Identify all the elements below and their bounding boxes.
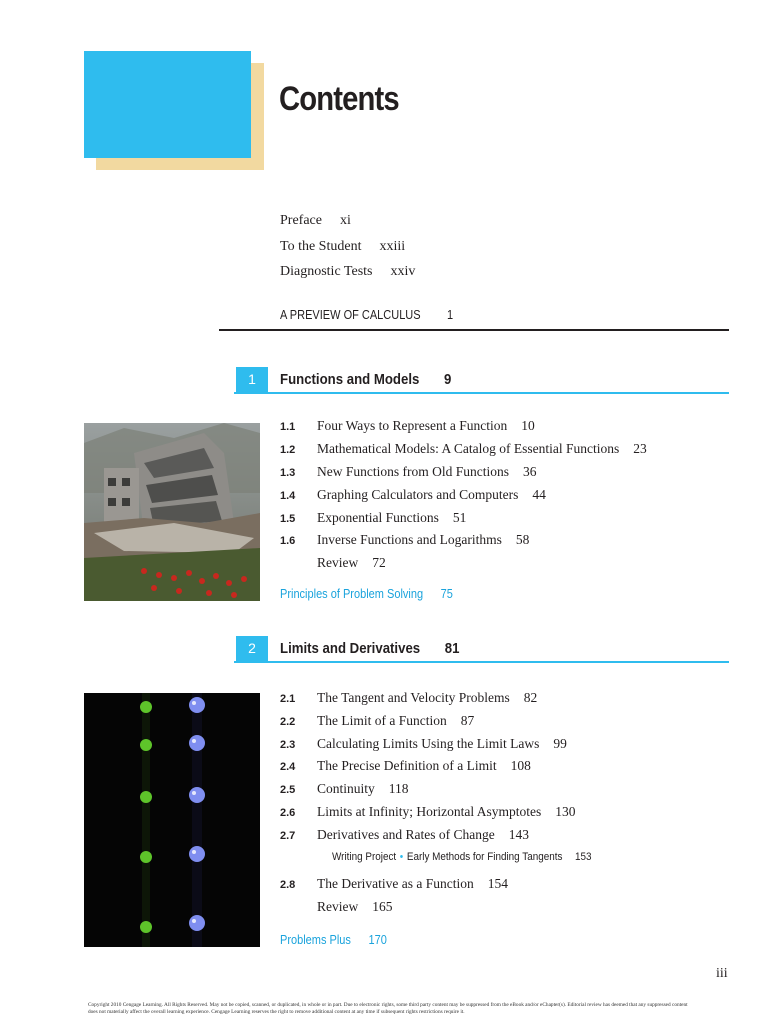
toc-entry-section[interactable]: 1.2 Mathematical Models: A Catalog of Essential Functions 23 [280,441,647,456]
chapter-divider [234,392,729,394]
chapter-1-heading[interactable]: Functions and Models 9 [280,371,452,388]
toc-entry-diagnostic-tests[interactable]: Diagnostic Tests xxiv [280,264,416,279]
toc-entry-section[interactable]: 2.5 Continuity 118 [280,781,409,796]
toc-entry-section[interactable]: 2.4 The Precise Definition of a Limit 108 [280,758,531,773]
toc-entry-review[interactable]: Review 72 [317,555,386,570]
toc-entry-section[interactable]: 2.3 Calculating Limits Using the Limit Laws 99 [280,736,567,751]
toc-entry-section[interactable]: 1.1 Four Ways to Represent a Function 10 [280,418,535,433]
toc-entry-section[interactable]: 1.3 New Functions from Old Functions 36 [280,464,537,479]
page-number: iii [716,966,728,981]
toc-entry-review[interactable]: Review 165 [317,899,393,914]
toc-entry-section[interactable]: 2.8 The Derivative as a Function 154 [280,876,508,891]
toc-entry-problems-plus[interactable]: Problems Plus 170 [280,933,387,947]
toc-entry-writing-project[interactable]: Writing Project • Early Methods for Finding Tangents 153 [332,851,592,863]
toc-entry-preface[interactable]: Preface xi [280,213,351,228]
chapter-number-badge: 1 [236,367,268,392]
collapsed-building-photo [84,423,260,601]
copyright-notice: Copyright 2010 Cengage Learning. All Rights Reserved. May not be copied, scanned, or duplicated, in whole or in part. Due to electronic rights, some third party content may be suppressed from the eBook and/or eChapter(s). Editorial review has deemed that any suppressed content does not materially affect the overall learning experience. Cengage Learning reserves the right to remove additional content at any time if subsequent rights restrictions require it. [88,1002,688,1015]
chapter-2-heading[interactable]: Limits and Derivatives 81 [280,640,460,657]
decorative-blue-block [84,51,251,158]
toc-entry-section[interactable]: 2.2 The Limit of a Function 87 [280,713,475,728]
chapter-number-badge: 2 [236,636,268,661]
chapter-divider [234,661,729,663]
toc-entry-preview[interactable]: A PREVIEW OF CALCULUS 1 [280,308,454,322]
toc-entry-section[interactable]: 2.6 Limits at Infinity; Horizontal Asymptotes 130 [280,804,576,819]
toc-entry-section[interactable]: 2.1 The Tangent and Velocity Problems 82 [280,690,538,705]
toc-entry-section[interactable]: 2.7 Derivatives and Rates of Change 143 [280,827,529,842]
divider [219,329,729,331]
page-title: Contents [279,80,399,118]
toc-entry-to-the-student[interactable]: To the Student xxiii [280,239,406,254]
falling-balls-photo [84,693,260,947]
toc-entry-section[interactable]: 1.4 Graphing Calculators and Computers 44 [280,487,546,502]
toc-entry-problem-solving[interactable]: Principles of Problem Solving 75 [280,587,453,601]
toc-entry-section[interactable]: 1.6 Inverse Functions and Logarithms 58 [280,532,530,547]
toc-entry-section[interactable]: 1.5 Exponential Functions 51 [280,510,467,525]
